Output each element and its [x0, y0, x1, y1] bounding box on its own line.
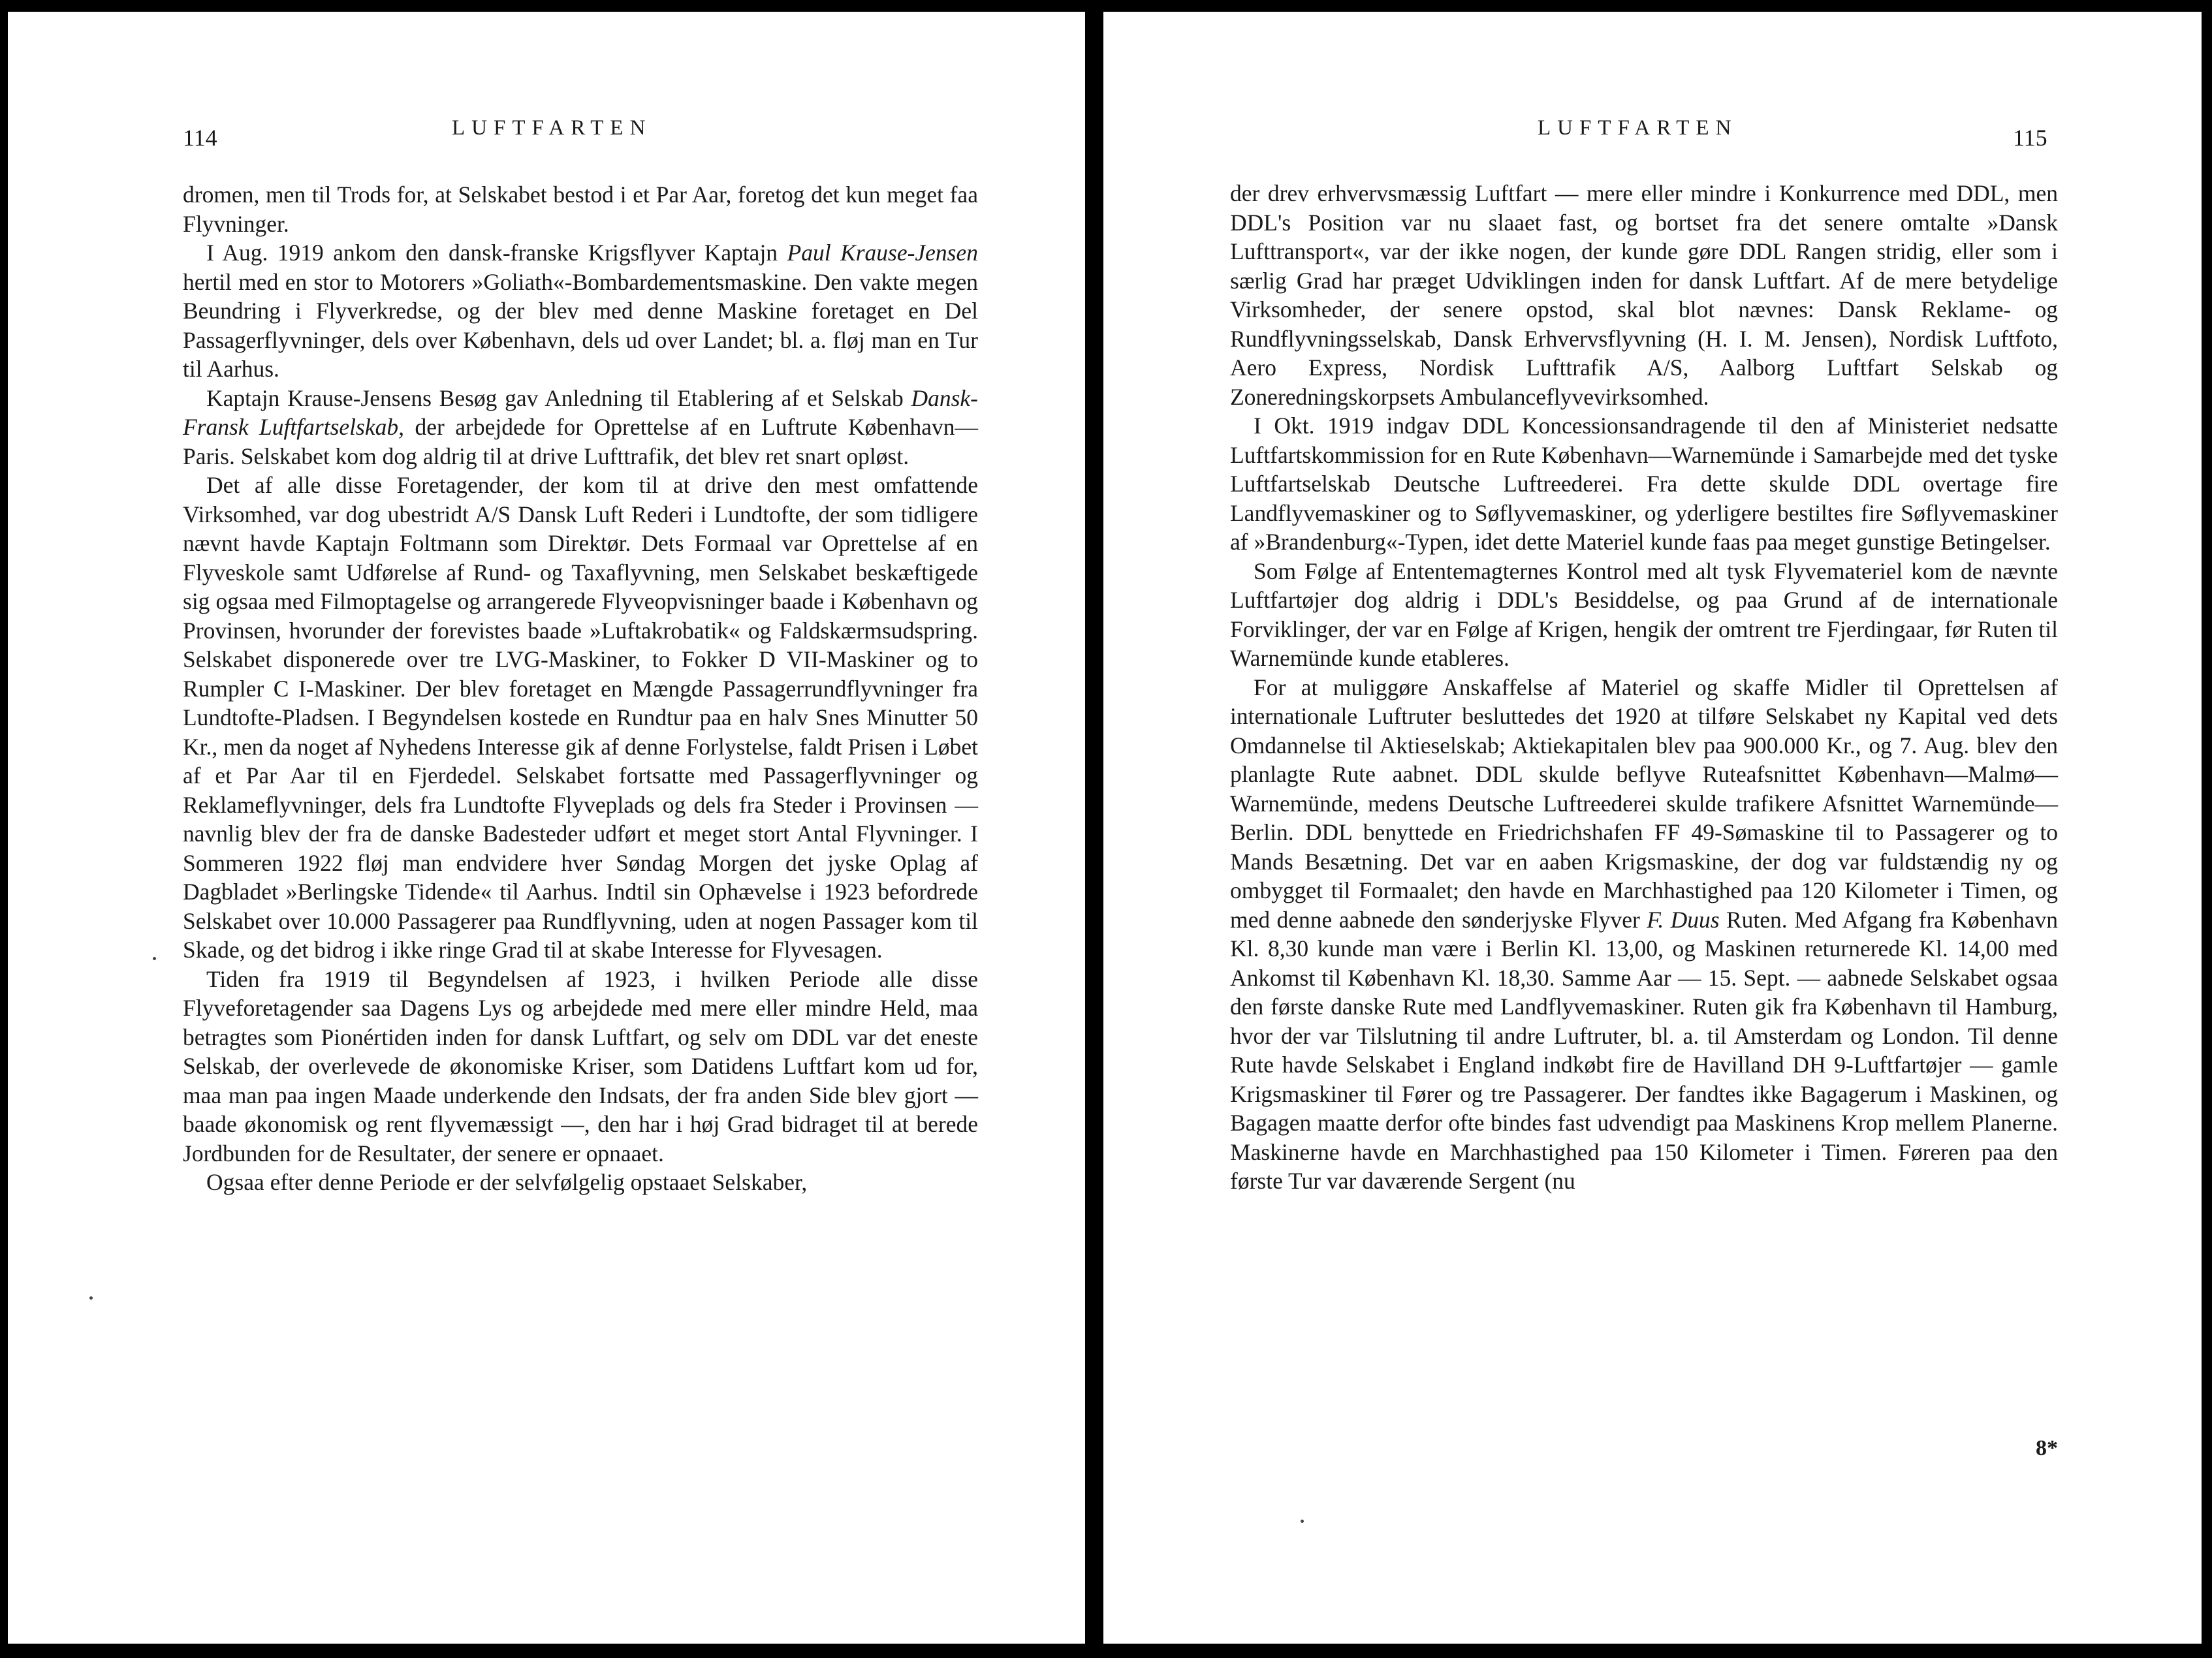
text-run: Det af alle disse Foretagender, der kom til at drive den mest omfattende Virksomhed, var dog ubestridt A/S Dansk Luft Rederi i Lundtofte, der som tidligere nævnt havde Kaptajn Foltmann som Direktør. Dets Formaal var Oprettelse af en Flyveskole samt Udførelse af Rund- og Taxaflyvning, men Selskabet beskæftigede sig ogsaa med Filmoptagelse og arrangerede Flyveopvisninger baade i København og Provinsen, hvorunder der forevistes baade »Luftakrobatik« og Faldskærmsudspring. Selskabet disponerede over tre LVG-Maskiner, to Fokker D VII-Maskiner og to Rumpler C I-Maskiner. Der blev foretaget en Mængde Passagerrundflyvninger fra Lundtofte-Pladsen. I Begyndelsen kostede en Rundtur paa en halv Snes Minutter 50 Kr., men da noget af Nyhedens Interesse gik af denne Forlystelse, faldt Prisen i Løbet af et Par Aar til en Fjerdedel. Selskabet fortsatte med Passagerflyvninger og Reklameflyvninger, dels fra Lundtofte Flyveplads og dels fra Steder i Provinsen — navnlig blev der fra de danske Badesteder udført et meget stort Antal Flyvninger. I Sommeren 1922 fløj man endvidere hver Søndag Morgen det jyske Oplag af Dagbladet »Berlingske Tidende« til Aarhus. Indtil sin Ophævelse i 1923 befordrede Selskabet over 10.000 Passagerer paa Rundflyvning, uden at nogen Passager kom til Skade, og det bidrog i ikke ringe Grad til at skabe Interesse for Flyvesagen. — [183, 472, 978, 963]
text-run: Ogsaa efter denne Periode er der selvfølgelig opstaaet Selskaber, — [206, 1169, 808, 1195]
page-number: 114 — [183, 125, 217, 151]
italic-name: Paul Krause-Jensen — [787, 240, 978, 266]
text-run: dromen, men til Trods for, at Selskabet bestod i et Par Aar, foretog det kun meget faa Flyvninger. — [183, 181, 978, 237]
paragraph — [1230, 673, 2058, 1196]
signature-mark: 8* — [2036, 1436, 2058, 1460]
text-run: I Aug. 1919 ankom den dansk-franske Krigsflyver Kaptajn — [206, 240, 787, 266]
page-number: 115 — [2013, 125, 2047, 151]
running-title: LUFTFARTEN — [452, 116, 652, 140]
text-run: I Okt. 1919 indgav DDL Koncessionsandragende til den af Ministeriet nedsatte Luftfartskommission for en Rute København—Warnemünde i Samarbejde med det tyske Luftfartselskab Deutsche Luftreederei. Fra dette skulde DDL overtage fire Landflyvemaskiner og to Søflyvemaskiner, og yderligere bestiltes fire Søflyvemaskiner af »Brandenburg«-Typen, idet dette Materiel kunde faas paa meget gunstige Betingelser. — [1230, 413, 2058, 555]
left-page — [8, 12, 1085, 1644]
left-body-text — [183, 180, 978, 1197]
paper-speck — [153, 957, 156, 960]
text-run: Tiden fra 1919 til Begyndelsen af 1923, i hvilken Periode alle disse Flyveforetagender saa Dagens Lys og arbejdede med mere eller mindre Held, maa betragtes som Pionértiden inden for dansk Luftfart, og selv om DDL var det eneste Selskab, der overlevede de økonomiske Kriser, som Datidens Luftfart kom ud for, maa man paa ingen Maade underkende den Indsats, der fra anden Side blev gjort — baade økonomisk og rent flyvemæssigt —, den har i høj Grad bidraget til at berede Jordbunden for de Resultater, der senere er opnaaet. — [183, 965, 978, 1166]
paper-speck — [89, 1296, 93, 1300]
paper-speck — [1301, 1520, 1304, 1523]
paragraph — [183, 238, 978, 384]
right-body-text — [1230, 179, 2058, 1196]
paragraph — [183, 384, 978, 471]
right-page — [1103, 12, 2202, 1644]
text-run: der drev erhvervsmæssig Luftfart — mere eller mindre i Konkurrence med DDL, men DDL's Position var nu slaaet fast, og bortset fra det senere omtalte »Dansk Lufttransport«, var der ikke nogen, der kunde gøre DDL Rangen stridig, eller som i særlig Grad har præget Udviklingen inden for dansk Luftfart. Af de mere betydelige Virksomheder, der senere opstod, skal blot nævnes: Dansk Reklame- og Rundflyvningsselskab, Dansk Erhvervsflyvning (H. I. M. Jensen), Nordisk Luftfoto, Aero Express, Nordisk Lufttrafik A/S, Aalborg Luftfart Selskab og Zoneredningskorpsets Ambulanceflyvevirksomhed. — [1230, 180, 2058, 410]
text-run: For at muliggøre Anskaffelse af Materiel og skaffe Midler til Oprettelsen af internationale Luftruter besluttedes det 1920 at tilføre Selskabet ny Kapital ved dets Omdannelse til Aktieselskab; Aktiekapitalen blev paa 900.000 Kr., og 7. Aug. blev den planlagte Rute aabnet. DDL skulde beflyve Ruteafsnittet København—Malmø—Warnemünde, medens Deutsche Luftreederei skulde trafikere Afsnittet Warnemünde—Berlin. DDL benyttede en Friedrichshafen FF 49-Sømaskine til to Passagerer og to Mands Besætning. Det var en aaben Krigsmaskine, der dog var fuldstændig ny og ombygget til Formaalet; den havde en Marchhastighed paa 120 Kilometer i Timen, og med denne aabnede den sønderjyske Flyver — [1230, 674, 2058, 933]
paragraph — [183, 180, 978, 238]
paragraph — [1230, 411, 2058, 557]
italic-name: Dansk-Fransk Luftfartselskab, — [183, 384, 978, 440]
paragraph — [183, 1168, 978, 1197]
paragraph — [1230, 179, 2058, 411]
text-run: Ruten. Med Afgang fra København Kl. 8,30 kunde man være i Berlin Kl. 13,00, og Maskinen returnerede Kl. 14,00 med Ankomst til København Kl. 18,30. Samme Aar — 15. Sept. — aabnede Selskabet ogsaa den første danske Rute med Landflyvemaskiner. Ruten gik fra København til Hamburg, hvor der var Tilslutning til andre Luftruter, bl. a. til Amsterdam og London. Til denne Rute havde Selskabet i England indkøbt fire de Havilland DH 9-Luftfartøjer — gamle Krigsmaskiner til Fører og tre Passagerer. Der fandtes ikke Bagagerum i Maskinen, og Bagagen maatte derfor ofte bindes fast udvendigt paa Maskinens Krop mellem Planerne. Maskinerne havde en Marchhastighed paa 150 Kilometer i Timen. Føreren paa den første Tur var daværende Sergent (nu — [1230, 906, 2058, 1194]
paragraph — [1230, 557, 2058, 673]
running-title: LUFTFARTEN — [1538, 116, 1738, 140]
italic-name: F. Duus — [1647, 906, 1720, 933]
text-run: hertil med en stor to Motorers »Goliath«-Bombardementsmaskine. Den vakte megen Beundring i Flyverkredse, og der blev med denne Maskine foretaget en Del Passagerflyvninger, dels over København, dels ud over Landet; bl. a. fløj man en Tur til Aarhus. — [183, 268, 978, 382]
paragraph — [183, 471, 978, 965]
paragraph — [183, 965, 978, 1168]
text-run: der arbejdede for Oprettelse af en Luftrute København—Paris. Selskabet kom dog aldrig til at drive Lufttrafik, det blev ret snart opløst. — [183, 414, 978, 469]
text-run: Som Følge af Ententemagternes Kontrol med alt tysk Flyvemateriel kom de nævnte Luftfartøjer dog aldrig i DDL's Besiddelse, og paa Grund af de internationale Forviklinger, der var en Følge af Krigen, hengik der omtrent tre Fjerdingaar, før Ruten til Warnemünde kunde etableres. — [1230, 557, 2058, 671]
text-run: Kaptajn Krause-Jensens Besøg gav Anledning til Etablering af et Selskab — [206, 384, 911, 411]
